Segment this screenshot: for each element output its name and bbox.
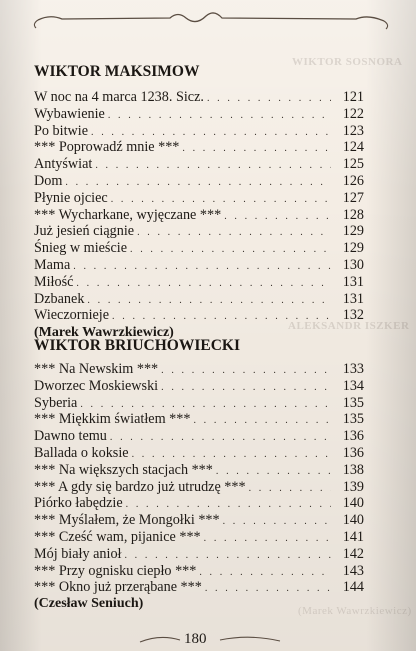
toc-entry-page: 141 — [342, 528, 364, 545]
toc-entry — [34, 139, 364, 156]
toc-entry-title: *** A gdy się bardzo już utrudzę *** — [34, 478, 246, 495]
toc-entry-title: Ballada o koksie — [34, 444, 129, 461]
toc-entry-page: 124 — [342, 139, 364, 156]
toc-entry — [34, 546, 364, 563]
toc-entry-title: *** Miękkim światłem *** — [34, 411, 191, 428]
toc-entry-page: 129 — [342, 223, 364, 240]
toc-entry-page: 139 — [342, 478, 364, 495]
toc-entry-title: *** Poprowadź mnie *** — [34, 139, 180, 156]
toc-entry — [34, 223, 364, 240]
toc-entry — [34, 106, 364, 123]
toc-entry-title: Mama — [34, 256, 71, 273]
toc-entry — [34, 479, 364, 496]
toc-entry — [34, 395, 364, 412]
toc-entry-title: *** Przy ognisku ciepło *** — [34, 562, 197, 579]
toc-entry-page: 121 — [342, 89, 364, 105]
bleed-through-text: ALEKSANDR ISZKER — [288, 320, 410, 332]
toc-entry-title: Antyświat — [34, 156, 93, 173]
toc-entry-page: 131 — [342, 290, 364, 307]
footer-ornament-decoration — [0, 628, 416, 651]
toc-entry-title: Syberia — [34, 394, 78, 411]
toc-entry — [34, 274, 364, 291]
toc-entry-title: Dworzec Moskiewski — [34, 377, 159, 394]
toc-section-briuchowiecki — [34, 337, 364, 613]
toc-entry-title: Już jesień ciągnie — [34, 223, 135, 240]
toc-entry — [34, 173, 364, 190]
toc-entry-page: 126 — [342, 172, 364, 189]
toc-list — [34, 361, 364, 596]
dot-leader — [112, 309, 331, 326]
toc-entry-page: 134 — [342, 377, 364, 394]
toc-entry-title: Miłość — [34, 273, 74, 290]
toc-entry — [34, 156, 364, 173]
toc-entry-page: 140 — [342, 495, 364, 512]
toc-entry — [34, 512, 364, 529]
toc-entry-page: 133 — [342, 361, 364, 377]
toc-entry — [34, 257, 364, 274]
toc-entry-title: Piórko łabędzie — [34, 495, 123, 512]
toc-section-maksimow — [34, 63, 364, 342]
bleed-through-text: (Marek Wawrzkiewicz) — [298, 605, 412, 617]
toc-entry-title: *** Okno już przerąbane *** — [34, 579, 202, 596]
toc-entry — [34, 445, 364, 462]
toc-entry-title: Wybawienie — [34, 105, 105, 122]
toc-entry-page: 128 — [342, 206, 364, 223]
toc-entry-page: 144 — [342, 579, 364, 596]
toc-entry-title: W noc na 4 marca 1238. Sicz. — [34, 89, 204, 105]
toc-entry-title: Dawno temu — [34, 428, 107, 445]
toc-entry — [34, 428, 364, 445]
toc-entry-title: *** Na większych stacjach *** — [34, 461, 213, 478]
toc-entry — [34, 190, 364, 207]
toc-entry — [34, 361, 364, 378]
toc-entry-title: *** Myślałem, że Mongołki *** — [34, 512, 220, 529]
toc-entry-page: 140 — [342, 512, 364, 529]
translator-credit: (Marek Wawrzkiewicz) — [34, 325, 174, 341]
toc-entry-page: 142 — [342, 545, 364, 562]
toc-entry-page: 138 — [342, 461, 364, 478]
top-ornament-decoration — [0, 0, 416, 34]
toc-entry — [34, 411, 364, 428]
bleed-through-text: WIKTOR SOSNORA — [292, 56, 403, 68]
toc-entry — [34, 579, 364, 596]
toc-entry-title: Płynie ojciec — [34, 189, 108, 206]
toc-entry-page: 122 — [342, 105, 364, 122]
toc-entry-page: 143 — [342, 562, 364, 579]
translator-credit: (Czesław Seniuch) — [34, 596, 144, 612]
toc-entry-page: 123 — [342, 122, 364, 139]
toc-entry-page: 132 — [342, 307, 364, 324]
toc-entry-page: 135 — [342, 394, 364, 411]
toc-entry-title: Dzbanek — [34, 290, 85, 307]
toc-entry — [34, 307, 364, 324]
toc-entry — [34, 89, 364, 106]
author-heading: WIKTOR MAKSIMOW — [34, 63, 200, 80]
toc-entry-title: *** Na Newskim *** — [34, 361, 159, 377]
toc-entry-page: 125 — [342, 156, 364, 173]
toc-list — [34, 89, 364, 324]
toc-entry — [34, 123, 364, 140]
toc-entry — [34, 207, 364, 224]
toc-entry — [34, 529, 364, 546]
toc-entry-title: Dom — [34, 172, 63, 189]
toc-entry-title: Mój biały anioł — [34, 545, 122, 562]
toc-entry — [34, 378, 364, 395]
toc-entry — [34, 240, 364, 257]
toc-entry-page: 136 — [342, 428, 364, 445]
toc-entry-page: 136 — [342, 444, 364, 461]
toc-entry-title: Wieczornieje — [34, 307, 110, 324]
author-heading: WIKTOR BRIUCHOWIECKI — [34, 337, 240, 354]
toc-entry-page: 130 — [342, 256, 364, 273]
toc-entry-title: *** Wycharkane, wyjęczane *** — [34, 206, 222, 223]
toc-entry — [34, 291, 364, 308]
toc-entry-page: 135 — [342, 411, 364, 428]
toc-entry-title: Śnieg w mieście — [34, 240, 127, 257]
toc-entry — [34, 462, 364, 479]
toc-entry — [34, 495, 364, 512]
toc-entry-page: 129 — [342, 240, 364, 257]
toc-entry-title: Po bitwie — [34, 122, 88, 139]
page-number: 180 — [184, 631, 207, 647]
toc-entry — [34, 563, 364, 580]
dot-leader — [205, 581, 331, 598]
toc-entry-page: 127 — [342, 189, 364, 206]
toc-entry-page: 131 — [342, 273, 364, 290]
toc-entry-title: *** Cześć wam, pijanice *** — [34, 528, 201, 545]
